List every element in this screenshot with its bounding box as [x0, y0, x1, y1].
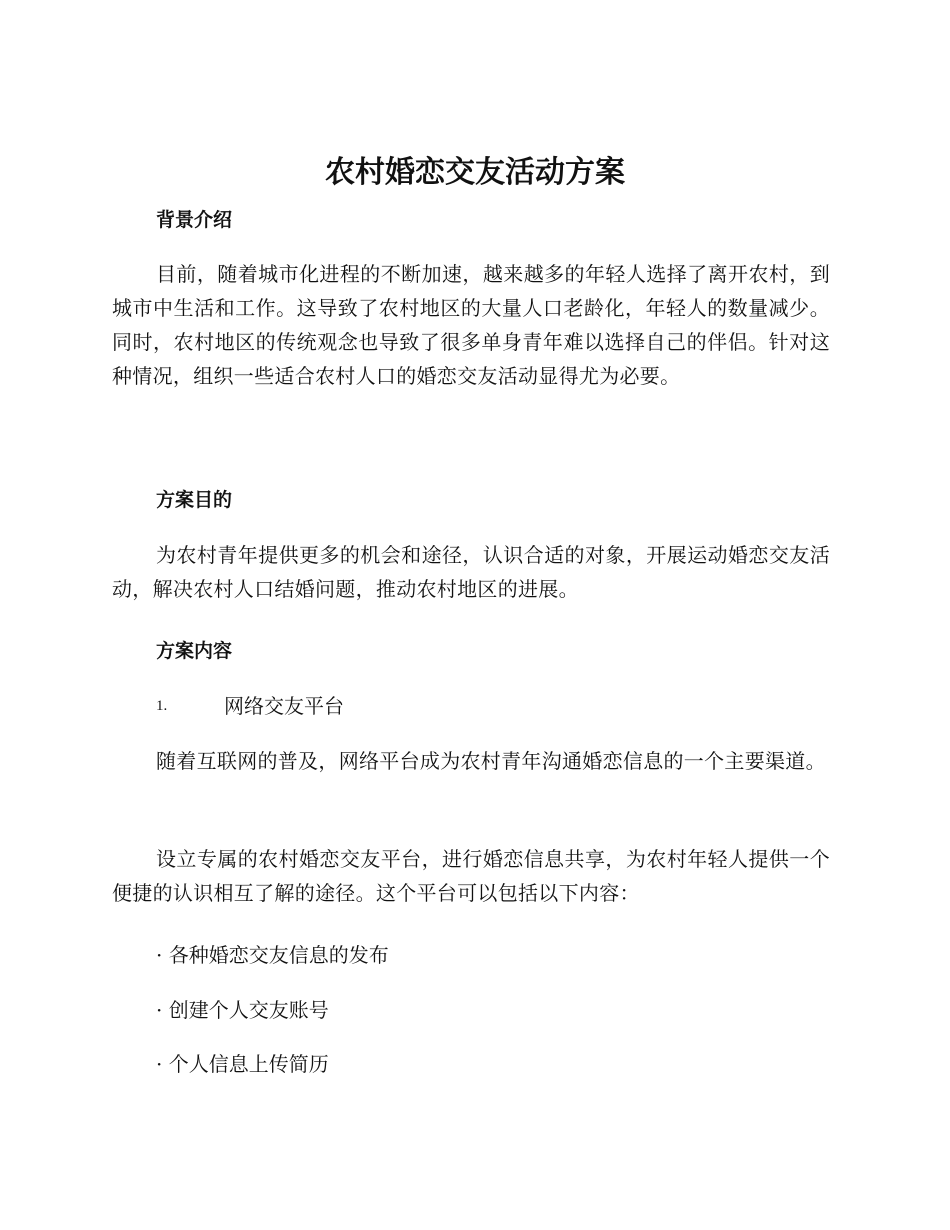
content-paragraph-1: 随着互联网的普及，网络平台成为农村青年沟通婚恋信息的一个主要渠道。 — [156, 749, 826, 773]
list-item-title: 网络交友平台 — [224, 694, 344, 718]
document-title: 农村婚恋交友活动方案 — [325, 155, 625, 190]
section-heading-content: 方案内容 — [156, 640, 233, 662]
purpose-paragraph: 为农村青年提供更多的机会和途径，认识合适的对象，开展运动婚恋交友活动，解决农村人口结婚问题，推动农村地区的进展。 — [112, 543, 830, 601]
background-paragraph: 目前，随着城市化进程的不断加速，越来越多的年轻人选择了离开农村，到城市中生活和工作。这导致了农村地区的大量人口老龄化，年轻人的数量减少。同时，农村地区的传统观念也导致了很多单身青年难以选择自己的伴侣。针对这种情况，组织一些适合农村人口的婚恋交友活动显得尤为必要。 — [112, 262, 830, 388]
content-paragraph-2: 设立专属的农村婚恋交友平台，进行婚恋信息共享，为农村年轻人提供一个便捷的认识相互了解的途径。这个平台可以包括以下内容： — [112, 847, 830, 905]
bullet-item: · 创建个人交友账号 — [156, 998, 329, 1022]
bullet-item: · 个人信息上传简历 — [156, 1052, 329, 1076]
bullet-item: · 各种婚恋交友信息的发布 — [156, 943, 389, 967]
section-heading-background: 背景介绍 — [156, 209, 233, 231]
list-item-number: 1. — [156, 698, 168, 714]
section-heading-purpose: 方案目的 — [156, 489, 233, 511]
